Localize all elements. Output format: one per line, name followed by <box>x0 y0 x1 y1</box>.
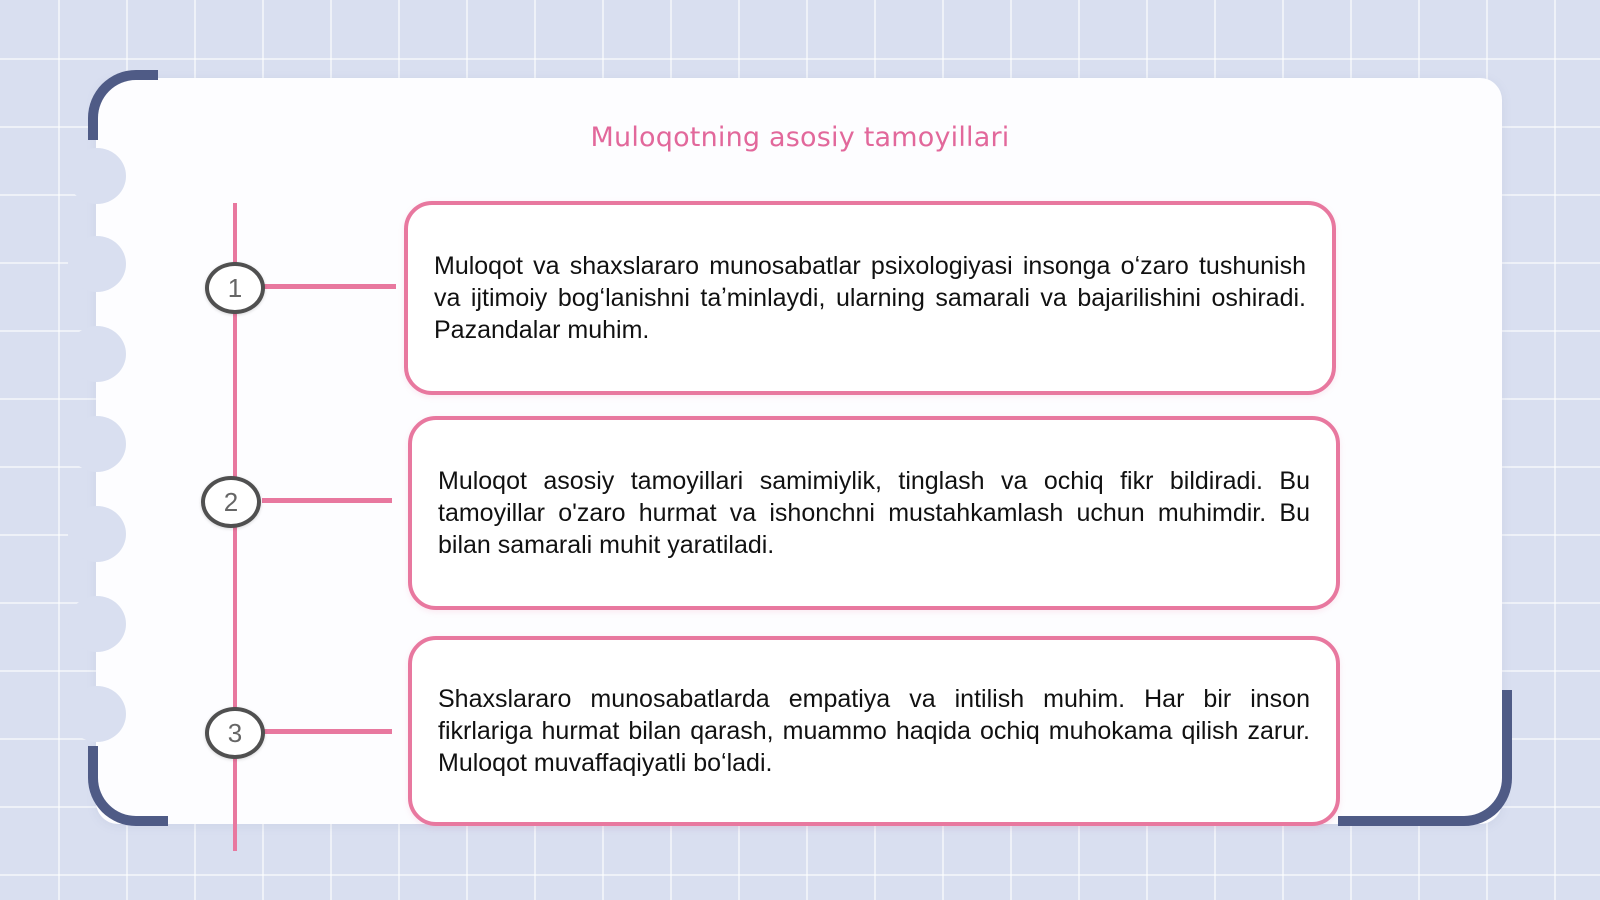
step-number-2: 2 <box>201 476 261 528</box>
sheet-scallop <box>68 326 126 382</box>
step-card-3 <box>408 636 1340 826</box>
corner-bracket-bottom-right <box>1338 690 1512 826</box>
sheet-scallop <box>68 686 126 742</box>
step-number-1: 1 <box>205 262 265 314</box>
sheet-scallop <box>68 416 126 472</box>
step-connector-1 <box>264 284 396 289</box>
sheet-scallop <box>68 148 126 204</box>
step-card-2 <box>408 416 1340 610</box>
step-connector-3 <box>264 729 392 734</box>
step-number-3: 3 <box>205 707 265 759</box>
step-text-2: Muloqot asosiy tamoyillari samimiylik, tinglash va ochiq fikr bildiradi. Bu tamoyillar o'zaro hurmat va ishonchni mustahkamlash uchun muhimdir. Bu bilan samarali muhit yaratiladi. <box>438 467 1310 559</box>
sheet-scallop <box>68 506 126 562</box>
slide-title: Muloqotning asosiy tamoyillari <box>590 122 1010 153</box>
step-card-1 <box>404 201 1336 395</box>
step-text-1: Muloqot va shaxslararo munosabatlar psixologiyasi insonga oʻzaro tushunish va ijtimoiy bogʻlanishni taʼminlaydi, ularning samarali va bajarilishini oshiradi. Pazandalar muhim. <box>434 252 1306 344</box>
step-connector-2 <box>262 498 392 503</box>
sheet-scallop <box>68 236 126 292</box>
step-text-3: Shaxslararo munosabatlarda empatiya va intilish muhim. Har bir inson fikrlariga hurmat bilan qarash, muammo haqida ochiq muhokama qilish zarur. Muloqot muvaffaqiyatli boʻladi. <box>438 685 1310 777</box>
sheet-scallop <box>68 596 126 652</box>
